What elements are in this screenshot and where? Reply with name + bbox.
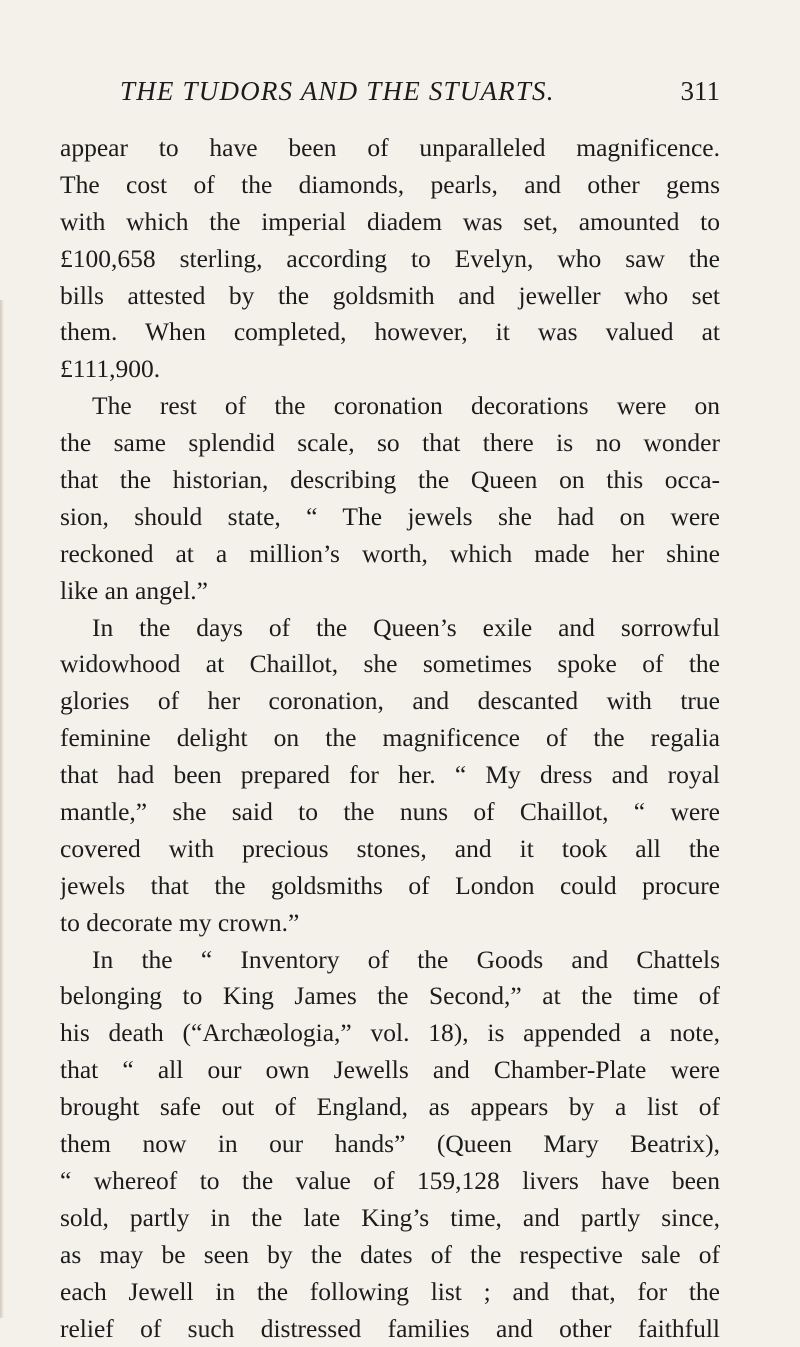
text-line: sion, should state, “ The jewels she had on were [60,499,720,536]
text-line: “ whereof to the value of 159,128 livers have been [60,1163,720,1200]
text-line: that “ all our own Jewells and Chamber-Plate were [60,1052,720,1089]
text-line: £111,900. [60,351,720,388]
text-line: widowhood at Chaillot, she sometimes spoke of the [60,646,720,683]
text-line: reckoned at a million’s worth, which made her shine [60,536,720,573]
text-line: to decorate my crown.” [60,905,720,942]
text-line: In the “ Inventory of the Goods and Chattels [60,942,720,979]
text-line: £100,658 sterling, according to Evelyn, who saw the [60,241,720,278]
text-line: his death (“Archæologia,” vol. 18), is appended a note, [60,1015,720,1052]
running-head: THE TUDORS AND THE STUARTS. [120,76,555,107]
body-text [60,130,720,1347]
text-line: covered with precious stones, and it took all the [60,831,720,868]
text-line: bills attested by the goldsmith and jeweller who set [60,278,720,315]
text-line: each Jewell in the following list ; and that, for the [60,1274,720,1311]
text-line: belonging to King James the Second,” at the time of [60,978,720,1015]
text-line: feminine delight on the magnificence of the regalia [60,720,720,757]
text-line: jewels that the goldsmiths of London could procure [60,868,720,905]
page-header [60,76,720,120]
text-line: The rest of the coronation decorations were on [60,388,720,425]
text-line: The cost of the diamonds, pearls, and other gems [60,167,720,204]
text-line: as may be seen by the dates of the respective sale of [60,1237,720,1274]
text-line: like an angel.” [60,573,720,610]
text-line: brought safe out of England, as appears by a list of [60,1089,720,1126]
page-edge-shadow [0,300,4,1318]
text-line: appear to have been of unparalleled magnificence. [60,130,720,167]
page-number: 311 [681,76,721,107]
text-line: that had been prepared for her. “ My dress and royal [60,757,720,794]
text-line: with which the imperial diadem was set, amounted to [60,204,720,241]
text-line: In the days of the Queen’s exile and sorrowful [60,610,720,647]
text-line: them. When completed, however, it was valued at [60,314,720,351]
text-line: them now in our hands” (Queen Mary Beatrix), [60,1126,720,1163]
text-line: sold, partly in the late King’s time, and partly since, [60,1200,720,1237]
text-line: relief of such distressed families and other faithfull [60,1311,720,1347]
text-line: mantle,” she said to the nuns of Chaillot, “ were [60,794,720,831]
text-line: the same splendid scale, so that there is no wonder [60,425,720,462]
text-line: that the historian, describing the Queen on this occa- [60,462,720,499]
text-line: glories of her coronation, and descanted with true [60,683,720,720]
